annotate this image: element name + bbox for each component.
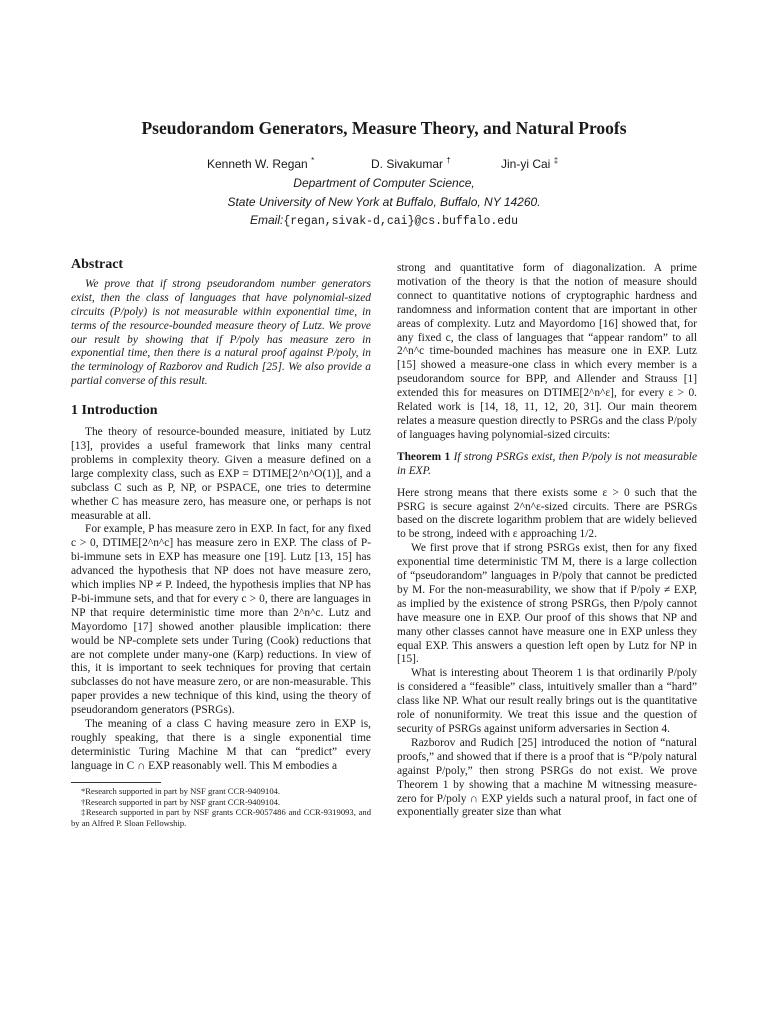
author-cai: Jin-yi Cai ‡ [501,156,559,171]
footnote-rule [71,782,161,783]
footnote-2: †Research supported in part by NSF grant CCR-9409104. [81,796,281,807]
affiliation-department: Department of Computer Science, [293,176,475,190]
left-column [71,258,371,829]
right-paragraph-2: Here strong means that there exists some ε > 0 such that the PSRG is secure against 2^n^ε-sized circuits. There are PSRGs based on the discrete logarithm problem that are widely believed to be strong, indeed with ε approaching 1/2. [397,486,697,541]
abstract-text: We prove that if strong pseudorandom number generators exist, then the class of languages that have polynomial-sized circuits (P/poly) is not measurable within exponential time, in terms of the resource-bounded measure theory of Lutz. We prove our result by showing that if P/poly has measure zero in exponential time, then there is a natural proof against P/poly, in the terminology of Razborov and Rudich [25]. We also provide a partial converse of this result. [71,277,371,388]
right-paragraph-1: strong and quantitative form of diagonalization. A prime motivation of the theory is that the notion of measure should connect to quantitative notions of cryptographic hardness and randomness and information content that are important in other areas of complexity. Lutz and Mayordomo [16] showed that, for any fixed c, the class of languages that “appear random” to all 2^n^c time-bounded machines has measure one in EXP. Lutz [15] showed a measure-one class in which every member is a pseudorandom source for BPP, and Allender and Strauss [1] extended this for measures on DTIME[2^n^ε], for every ε > 0. Related work is [14, 18, 11, 12, 20, 31]. Our main theorem relates a measure question directly to PSRGs and the class P/poly of languages having polynomial-sized circuits: [397,262,697,441]
theorem-1-text: If strong PSRGs exist, then P/poly is not measurable in EXP. [397,450,697,477]
intro-paragraph-2: For example, P has measure zero in EXP. In fact, for any fixed c > 0, DTIME[2^n^c] has measure zero in EXP. The class of P-bi-immune sets in EXP has measure one [19]. Lutz [13, 15] has advanced the hypothesis that NP does not have measure zero, which implies NP ≠ P. Indeed, the hypothesis implies that NP has P-bi-immune sets, and that for every c > 0, there are languages in NP that require deterministic time more than 2^n^c. Lutz and Mayordomo [17] showed another plausible implication: there would be NP-complete sets under Turing (Cook) reductions that are not complete under many-one (Karp) reductions. In view of this, it is important to seek techniques for proving that certain subclasses do not have measure zero, or are non-measurable. This paper provides a new technique of this kind, using the theory of pseudorandom generators (PSRGs). [71,523,371,717]
right-column [397,262,697,820]
author-regan: Kenneth W. Regan * [207,156,315,171]
intro-paragraph-3: The meaning of a class C having measure zero in EXP is, roughly speaking, that there is a single exponential time deterministic Turing Machine M that can “predict” every language in C ∩ EXP reasonably well. This M embodies a [71,718,371,772]
email-address[interactable]: {regan,sivak-d,cai}@cs.buffalo.edu [283,215,518,228]
author-sivakumar: D. Sivakumar † [371,156,451,171]
theorem-1-label: Theorem 1 [397,450,451,463]
abstract-heading: Abstract [71,257,124,272]
right-paragraph-5: Razborov and Rudich [25] introduced the notion of “natural proofs,” and showed that if there is a proof that is “P/poly natural against P/poly,” then strong PSRGs do not exist. We prove Theorem 1 by showing that a machine M witnessing measure-zero for P/poly ∩ EXP yields such a natural proof, in fact one of exponentially greater size than what [397,736,697,819]
email-label: Email: [250,213,284,227]
affiliation-email [0,213,768,228]
theorem-1 [397,451,697,479]
paper-title: Pseudorandom Generators, Measure Theory, and Natural Proofs [141,118,627,138]
footnote-1: *Research supported in part by NSF grant CCR-9409104. [81,785,281,796]
section-heading-introduction: 1 Introduction [71,403,158,419]
right-paragraph-3: We first prove that if strong PSRGs exist, then for any fixed exponential time deterministic TM M, there is a large collection of “pseudorandom” languages in P/poly that cannot be predicted by M. For the non-measurability, we show that if P/poly ≠ EXP, as implied by the existence of strong PSRGs, then P/poly cannot have measure one in EXP. Our proof of this shows that NP and many other classes cannot have measure one in EXP unless they equal EXP. This answers a question left open by Lutz for NP in [15]. [397,542,697,666]
intro-paragraph-1: The theory of resource-bounded measure, initiated by Lutz [13], provides a useful framework that links many central problems in complexity theory. Given a measure defined on a large complexity class, such as EXP = DTIME[2^n^O(1)], and a subclass C such as P, NP, or PSPACE, one tries to determine whether C has measure zero, has measure one, or perhaps is not measurable at all. [71,426,371,522]
affiliation-university: State University of New York at Buffalo, Buffalo, NY 14260. [227,195,541,209]
right-paragraph-4: What is interesting about Theorem 1 is that ordinarily P/poly is considered a “feasible” class, intuitively smaller than a “hard” class like NP. What our result really brings out is the quantitative role of nonuniformity. We treat this issue and the question of security of PSRGs against uniform adversaries in Section 4. [397,667,697,735]
footnote-3: ‡Research supported in part by NSF grants CCR-9057486 and CCR-9319093, and by an Alfred P. Sloan Fellowship. [71,807,371,829]
